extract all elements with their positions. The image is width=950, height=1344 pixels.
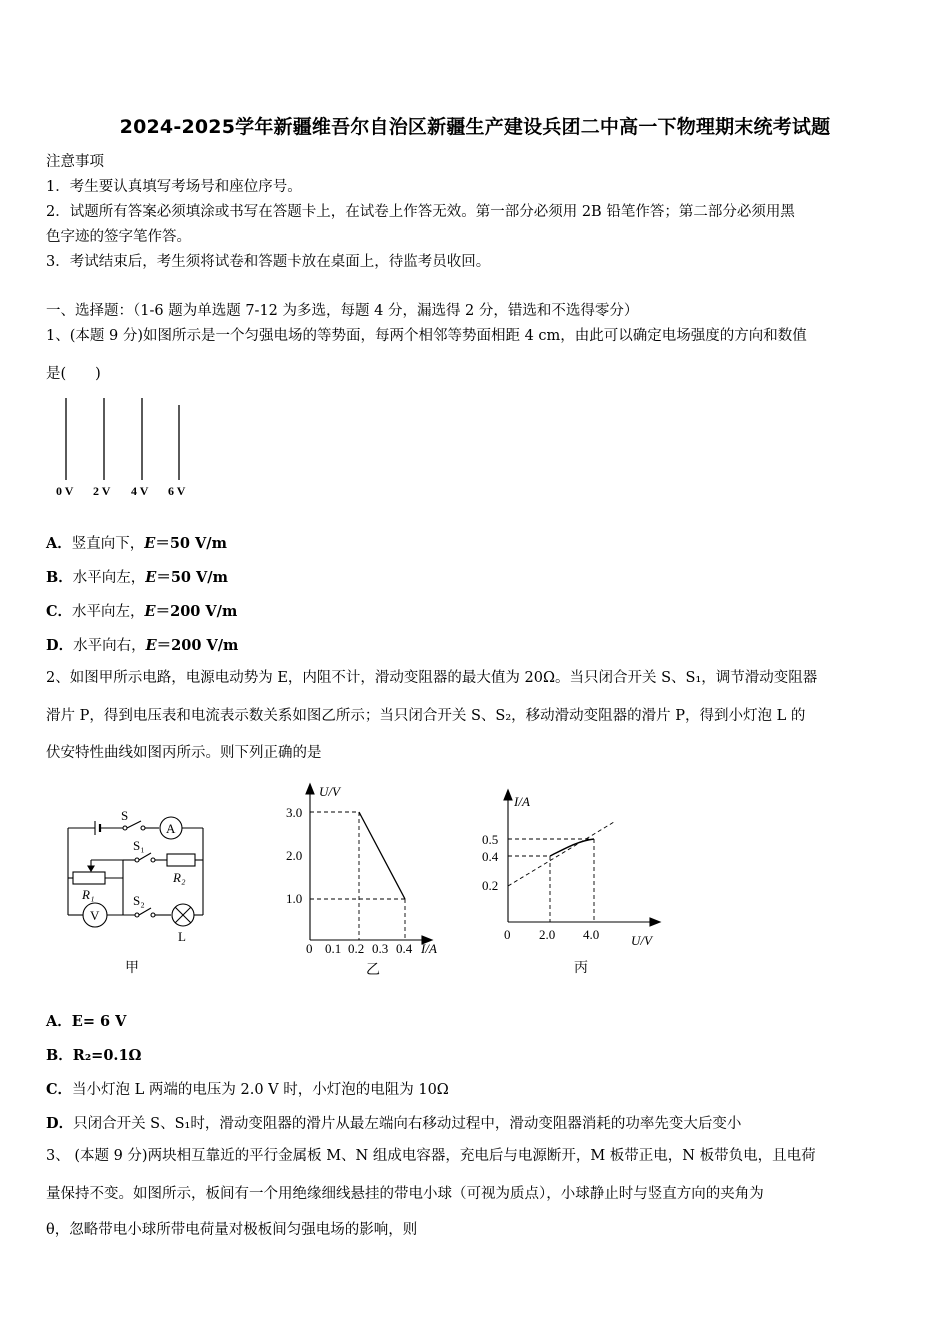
yi-xlabel: I/A [421,941,437,956]
q2-option-d: D．只闭合开关 S、S₁时，滑动变阻器的滑片从最左端向右移动过程中，滑动变阻器消耗的功率先变大后变小 [46,1115,742,1132]
bing-caption: 丙 [574,961,588,976]
q2-option-b: B．R₂=0.1Ω [46,1047,142,1064]
yi-ytick: 2.0 [286,848,303,863]
yi-xtick: 0 [306,941,313,956]
ammeter-label: A [166,821,176,836]
bing-ytick: 0.4 [482,849,499,864]
potential-label: 4 V [131,484,149,498]
yi-ytick: 1.0 [286,891,303,906]
r2-label: R₂ [173,870,186,885]
page-title: 2024-2025学年新疆维吾尔自治区新疆生产建设兵团二中高一下物理期末统考试题 [119,116,831,138]
graph-yi [280,778,450,983]
bing-xlabel: U/V [631,933,652,948]
q3-stem-line3: θ，忽略带电小球所带电荷量对极板间匀强电场的影响，则 [46,1222,418,1238]
bing-xtick: 4.0 [583,927,600,942]
q2-stem-line1: 2、如图甲所示电路，电源电动势为 E，内阻不计，滑动变阻器的最大值为 20Ω。当只闭合开关 S、S₁，调节滑动变阻器 [46,670,818,686]
q1-stem-line2: 是( ) [46,366,101,382]
switch-s-label: S [121,808,129,823]
notice-item: 3．考试结束后，考生须将试卷和答题卡放在桌面上，待监考员收回。 [46,254,491,270]
yi-xtick: 0.3 [372,941,389,956]
q2-option-a: A．E= 6 V [46,1013,127,1030]
q2-option-c: C．当小灯泡 L 两端的电压为 2.0 V 时，小灯泡的电阻为 10Ω [46,1081,449,1098]
notice-item: 2．试题所有答案必须填涂或书写在答题卡上，在试卷上作答无效。第一部分必须用 2B 铅笔作答；第二部分必须用黑 [46,204,795,220]
potential-label: 2 V [93,484,111,498]
q1-option-b: B．水平向左，E＝50 V/m [46,569,228,586]
circuit-caption: 甲 [125,961,139,976]
voltmeter-label: V [90,908,100,923]
bing-xtick: 2.0 [539,927,556,942]
yi-ytick: 3.0 [286,805,303,820]
graph-bing [478,786,668,984]
section-heading: 一、选择题：（1-6 题为单选题 7-12 为多选，每题 4 分，漏选得 2 分，错选和不选得零分） [46,303,639,319]
equipotential-figure [50,395,210,505]
q3-stem-line1: 3、 (本题 9 分)两块相互靠近的平行金属板 M、N 组成电容器，充电后与电源断开，M 板带正电，N 板带负电，且电荷 [46,1148,816,1164]
bing-ytick: 0.5 [482,832,499,847]
yi-xtick: 0.1 [325,941,342,956]
bing-ylabel: I/A [514,794,530,809]
potential-label: 0 V [56,484,74,498]
notice-heading: 注意事项 [46,154,104,170]
bing-xtick: 0 [504,927,511,942]
q1-option-a: A．竖直向下，E＝50 V/m [46,535,227,552]
switch-s1-label: S₁ [133,838,145,853]
yi-xtick: 0.2 [348,941,365,956]
circuit-diagram [55,800,225,985]
q1-option-c: C．水平向左，E＝200 V/m [46,603,238,620]
potential-label: 6 V [168,484,186,498]
q1-stem-line1: 1、(本题 9 分)如图所示是一个匀强电场的等势面，每两个相邻等势面相距 4 cm，由此可以确定电场强度的方向和数值 [46,328,807,344]
notice-item: 色字迹的签字笔作答。 [46,229,191,245]
q1-option-d: D．水平向右，E＝200 V/m [46,637,239,654]
q2-stem-line2: 滑片 P，得到电压表和电流表示数关系如图乙所示；当只闭合开关 S、S₂，移动滑动变阻器的滑片 P，得到小灯泡 L 的 [46,708,806,724]
yi-xtick: 0.4 [396,941,413,956]
lamp-label: L [178,929,186,944]
r1-label: R₁ [82,887,95,902]
yi-ylabel: U/V [319,784,340,799]
yi-caption: 乙 [366,963,380,978]
q2-stem-line3: 伏安特性曲线如图丙所示。则下列正确的是 [46,745,322,761]
notice-item: 1．考生要认真填写考场号和座位序号。 [46,179,302,195]
q3-stem-line2: 量保持不变。如图所示，板间有一个用绝缘细线悬挂的带电小球（可视为质点），小球静止时与竖直方向的夹角为 [46,1186,764,1202]
bing-ytick: 0.2 [482,878,499,893]
switch-s2-label: S₂ [133,893,145,908]
